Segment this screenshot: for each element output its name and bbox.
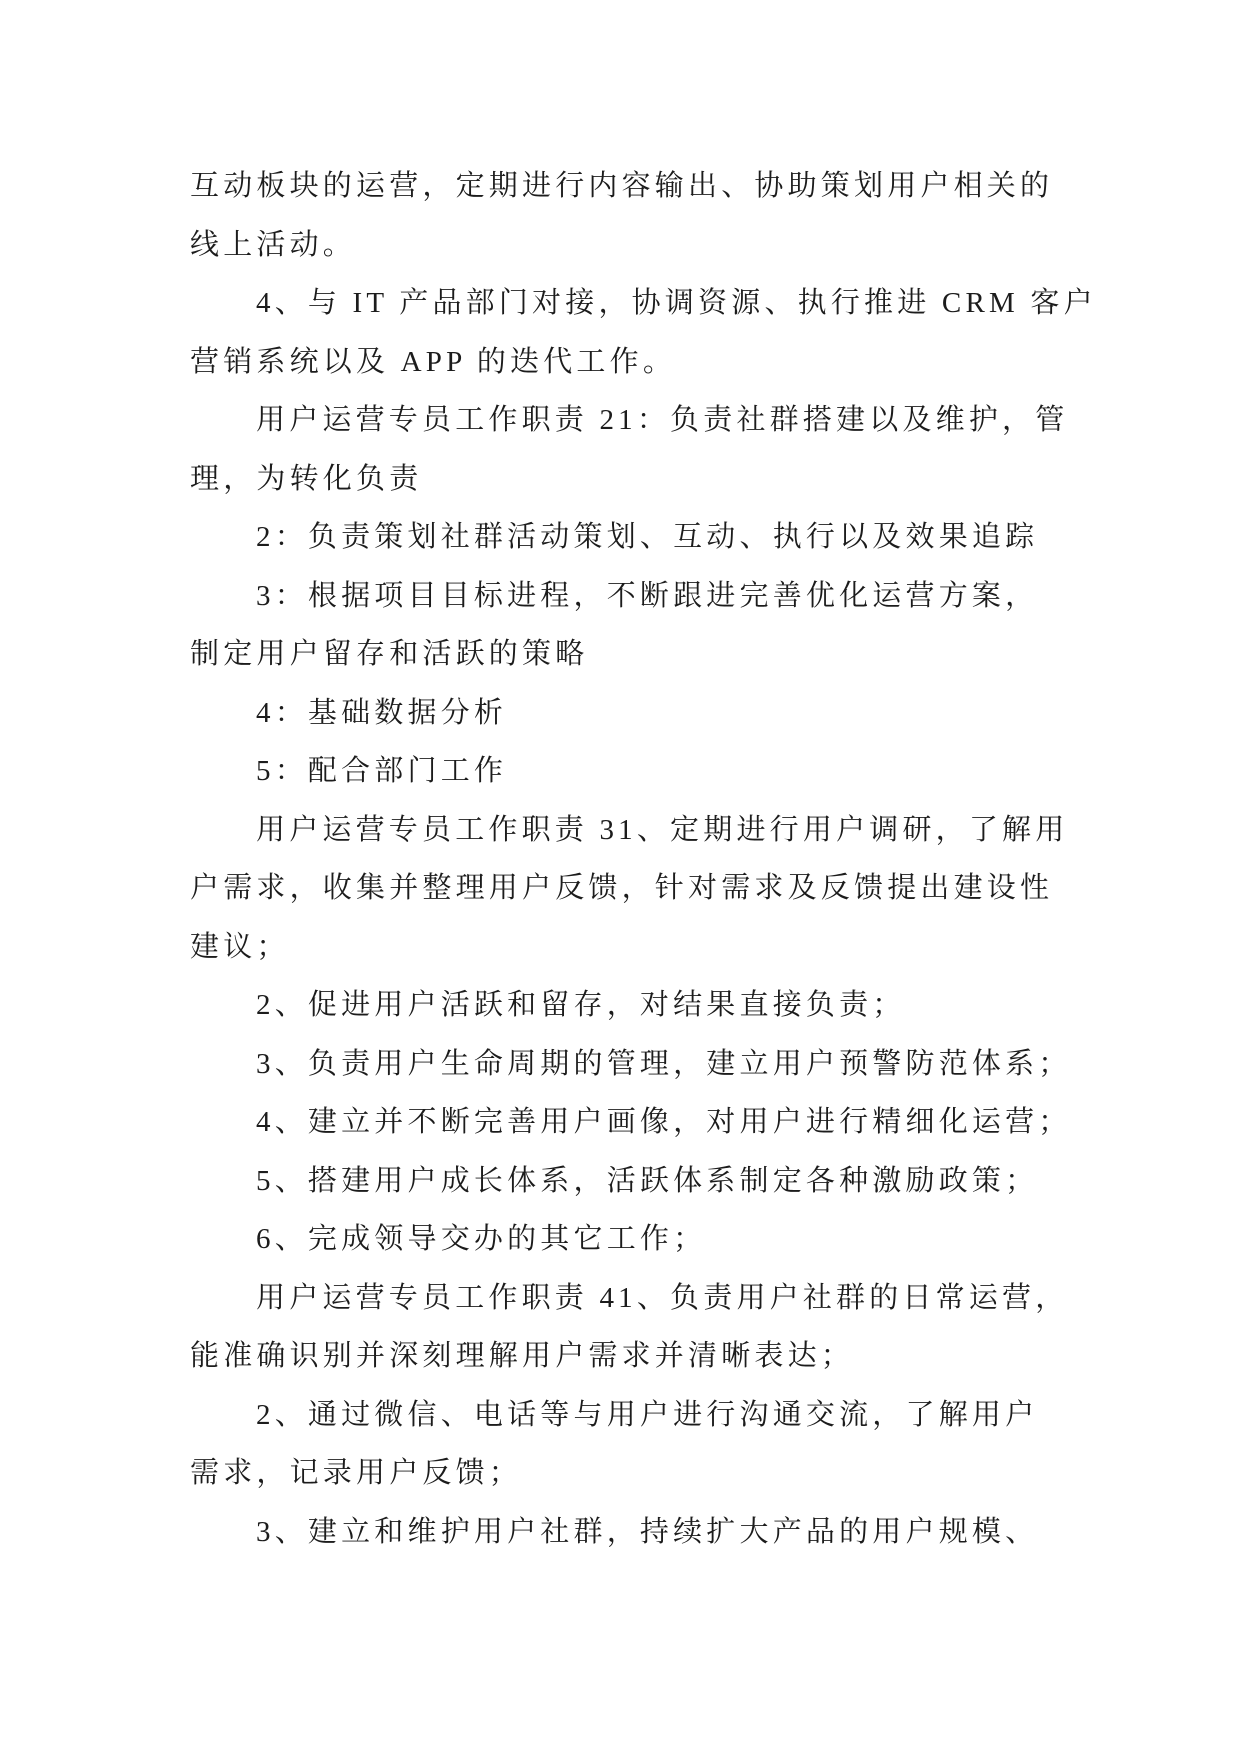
text-line: 建议； xyxy=(190,930,290,963)
list-item-line: 2、通过微信、电话等与用户进行沟通交流，了解用户 xyxy=(256,1398,1039,1431)
list-item-line: 3、建立和维护用户社群，持续扩大产品的用户规模、 xyxy=(256,1515,1039,1548)
text-line: 4、与 IT 产品部门对接，协调资源、执行推进 CRM 客户 xyxy=(256,287,1097,319)
section-heading-line: 用户运营专员工作职责 21：负责社群搭建以及维护，管 xyxy=(256,404,1069,436)
text-line: 互动板块的运营，定期进行内容输出、协助策划用户相关的 xyxy=(190,170,1054,202)
text-line: 制定用户留存和活跃的策略 xyxy=(190,638,589,670)
list-item-line: 2、促进用户活跃和留存，对结果直接负责； xyxy=(256,989,906,1021)
list-item-line: 5：配合部门工作 xyxy=(256,755,508,787)
text-line: 营销系统以及 APP 的迭代工作。 xyxy=(190,345,677,378)
section-heading-line: 用户运营专员工作职责 31、定期进行用户调研，了解用 xyxy=(256,813,1069,846)
text-line: 理，为转化负责 xyxy=(190,462,423,495)
list-item-line: 4：基础数据分析 xyxy=(256,696,508,729)
list-item-line: 5、搭建用户成长体系，活跃体系制定各种激励政策； xyxy=(256,1164,1039,1197)
document-body xyxy=(190,157,1150,1561)
list-item-line: 3、负责用户生命周期的管理，建立用户预警防范体系； xyxy=(256,1047,1072,1080)
list-item-line: 6、完成领导交办的其它工作； xyxy=(256,1223,707,1255)
section-heading-line: 用户运营专员工作职责 41、负责用户社群的日常运营， xyxy=(256,1281,1069,1314)
text-line: 能准确识别并深刻理解用户需求并清晰表达； xyxy=(190,1340,855,1372)
list-item-line: 2：负责策划社群活动策划、互动、执行以及效果追踪 xyxy=(256,521,1039,553)
list-item-line: 3：根据项目目标进程，不断跟进完善优化运营方案， xyxy=(256,579,1039,612)
text-line: 线上活动。 xyxy=(190,228,357,261)
list-item-line: 4、建立并不断完善用户画像，对用户进行精细化运营； xyxy=(256,1106,1072,1138)
text-line: 户需求，收集并整理用户反馈，针对需求及反馈提出建设性 xyxy=(190,872,1054,904)
text-line: 需求，记录用户反馈； xyxy=(190,1457,523,1489)
